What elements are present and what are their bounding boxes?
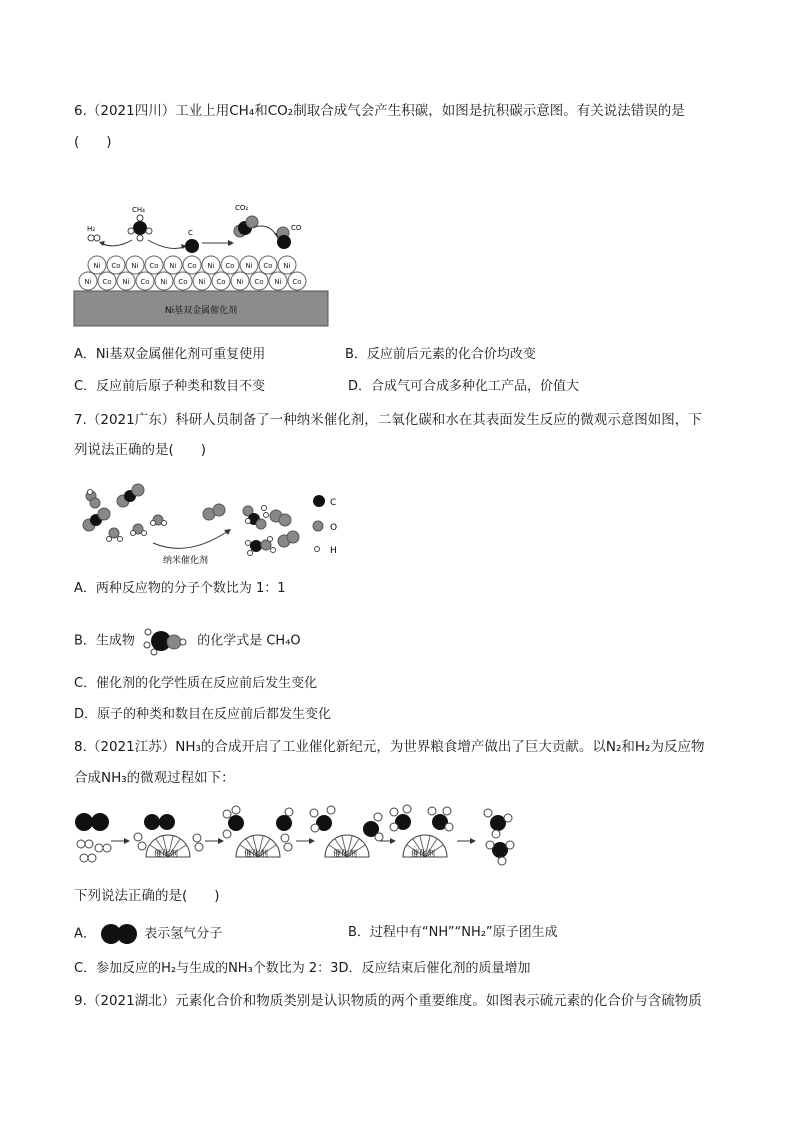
svg-text:Ni: Ni bbox=[131, 262, 139, 270]
q8-catalyst-label-2: 催化剂 bbox=[244, 849, 268, 858]
q6-co-label: CO bbox=[291, 224, 302, 232]
svg-text:Co: Co bbox=[102, 278, 112, 286]
q9-stem-line1: 9.（2021湖北）元素化合价和物质类别是认识物质的两个重要维度。如图表示硫元素的化合价与含硫物质 bbox=[74, 993, 702, 1009]
q8-option-c-d: C．参加反应的H₂与生成的NH₃个数比为 2：3D．反应结束后催化剂的质量增加 bbox=[74, 961, 531, 976]
svg-text:Ni: Ni bbox=[236, 278, 244, 286]
svg-text:Co: Co bbox=[216, 278, 226, 286]
svg-text:Co: Co bbox=[254, 278, 264, 286]
q8-catalyst-label-3: 催化剂 bbox=[333, 849, 357, 858]
q6-option-c: C．反应前后原子种类和数目不变 bbox=[74, 379, 266, 394]
q6-option-d: D．合成气可合成多种化工产品，价值大 bbox=[348, 379, 580, 394]
q7-legend-o: O bbox=[330, 523, 338, 533]
q8-option-a bbox=[74, 923, 222, 945]
q7-option-d: D．原子的种类和数目在反应前后都发生变化 bbox=[74, 707, 332, 722]
q7-stem-line1: 7.（2021广东）科研人员制备了一种纳米催化剂，二氧化碳和水在其表面发生反应的微观示意图如图，下 bbox=[74, 412, 702, 428]
q8-option-a-prefix: A． bbox=[74, 926, 96, 942]
q7-legend-h: H bbox=[330, 546, 337, 556]
q8-option-b: B．过程中有“NH”“NH₂”原子团生成 bbox=[348, 925, 558, 940]
q6-stem-line1: 6.（2021四川）工业上用CH₄和CO₂制取合成气会产生积碳，如图是抗积碳示意图。有关说法错误的是 bbox=[74, 103, 685, 119]
q8-stem-line2: 合成NH₃的微观过程如下： bbox=[74, 770, 235, 786]
methanol-molecule-icon bbox=[139, 626, 193, 656]
q6-ch4-label: CH₄ bbox=[132, 206, 145, 214]
q6-h2-label: H₂ bbox=[87, 225, 96, 233]
q7-option-b-prefix: B．生成物 bbox=[74, 633, 135, 649]
q8-question: 下列说法正确的是( ) bbox=[74, 888, 220, 904]
q8-catalyst-label-1: 催化剂 bbox=[154, 849, 178, 858]
svg-text:Co: Co bbox=[292, 278, 302, 286]
svg-text:Co: Co bbox=[263, 262, 273, 270]
q7-option-b bbox=[74, 626, 301, 656]
svg-text:Co: Co bbox=[178, 278, 188, 286]
q6-stem-line2: ( ) bbox=[74, 134, 112, 150]
q6-co2-label: CO₂ bbox=[235, 204, 249, 212]
q7-legend-c: C bbox=[330, 498, 337, 508]
svg-text:Ni: Ni bbox=[160, 278, 168, 286]
q8-figure bbox=[74, 805, 524, 867]
q8-stem-line1: 8.（2021江苏）NH₃的合成开启了工业催化新纪元，为世界粮食增产做出了巨大贡献。以N₂和H₂为反应物 bbox=[74, 739, 705, 755]
diatomic-molecule-icon bbox=[100, 923, 140, 945]
q7-figure bbox=[78, 483, 358, 568]
svg-text:Ni: Ni bbox=[93, 262, 101, 270]
q6-option-b: B．反应前后元素的化合价均改变 bbox=[345, 347, 536, 362]
q6-c-label: C bbox=[188, 229, 193, 237]
q6-figure bbox=[74, 195, 334, 330]
q7-option-b-suffix: 的化学式是 CH₄O bbox=[197, 633, 301, 649]
q7-stem-line2: 列说法正确的是( ) bbox=[74, 442, 207, 458]
q8-catalyst-label-4: 催化剂 bbox=[411, 849, 435, 858]
svg-text:Co: Co bbox=[149, 262, 159, 270]
svg-text:Co: Co bbox=[140, 278, 150, 286]
svg-text:Ni: Ni bbox=[245, 262, 253, 270]
q6-base-label: Ni基双金属催化剂 bbox=[164, 306, 238, 316]
svg-text:Ni: Ni bbox=[122, 278, 130, 286]
svg-text:Co: Co bbox=[187, 262, 197, 270]
svg-text:Ni: Ni bbox=[169, 262, 177, 270]
svg-text:Ni: Ni bbox=[283, 262, 291, 270]
svg-text:Ni: Ni bbox=[198, 278, 206, 286]
q7-catalyst-label: 纳米催化剂 bbox=[163, 556, 209, 566]
svg-text:Ni: Ni bbox=[207, 262, 215, 270]
q6-option-a: A．Ni基双金属催化剂可重复使用 bbox=[74, 347, 266, 362]
svg-text:Co: Co bbox=[111, 262, 121, 270]
q7-option-c: C．催化剂的化学性质在反应前后发生变化 bbox=[74, 676, 318, 691]
svg-text:Ni: Ni bbox=[274, 278, 282, 286]
q8-option-a-suffix: 表示氢气分子 bbox=[144, 926, 223, 942]
q7-option-a: A．两种反应物的分子个数比为 1：1 bbox=[74, 581, 286, 596]
svg-text:Ni: Ni bbox=[84, 278, 92, 286]
svg-text:Co: Co bbox=[225, 262, 235, 270]
